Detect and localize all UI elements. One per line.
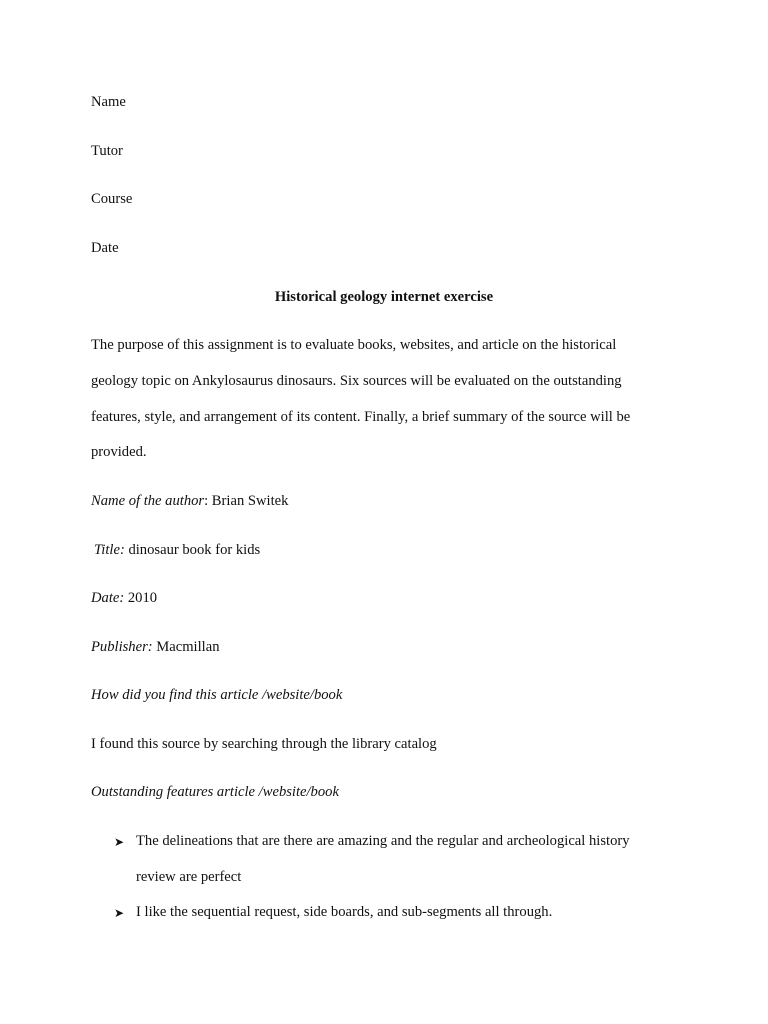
tutor-label: Tutor <box>91 143 123 159</box>
intro-line: The purpose of this assignment is to evaluate books, websites, and article on the historical <box>91 337 617 353</box>
intro-line: provided. <box>91 444 147 460</box>
how-found-heading: How did you find this article /website/book <box>91 687 343 703</box>
date-field-label: Date: <box>91 590 125 606</box>
list-item-text: I like the sequential request, side boards, and sub-segments all through. <box>136 904 553 920</box>
publisher-field <box>91 640 220 655</box>
arrowhead-bullet-icon: ➤ <box>114 835 125 849</box>
date-value: 2010 <box>124 590 158 606</box>
title-value: dinosaur book for kids <box>124 542 261 558</box>
intro-line: geology topic on Ankylosaurus dinosaurs. Six sources will be evaluated on the outstanding <box>91 373 622 389</box>
date-field <box>91 591 157 606</box>
features-heading: Outstanding features article /website/book <box>91 784 339 800</box>
course-label: Course <box>91 191 133 207</box>
name-label: Name <box>91 94 126 110</box>
arrowhead-bullet-icon: ➤ <box>114 906 125 920</box>
document-title: Historical geology internet exercise <box>274 289 494 305</box>
date-label: Date <box>91 240 119 256</box>
title-label: Title: <box>94 542 125 558</box>
author-label: Name of the author <box>91 493 205 509</box>
list-item-text: review are perfect <box>136 869 242 885</box>
intro-line: features, style, and arrangement of its content. Finally, a brief summary of the source will be <box>91 409 631 425</box>
how-found-answer: I found this source by searching through the library catalog <box>91 736 437 752</box>
publisher-label: Publisher: <box>91 639 153 655</box>
title-field <box>94 543 260 558</box>
list-item-text: The delineations that are there are amazing and the regular and archeological history <box>136 833 630 849</box>
author-value: : Brian Switek <box>204 493 289 509</box>
author-field <box>91 494 288 509</box>
publisher-value: Macmillan <box>152 639 220 655</box>
